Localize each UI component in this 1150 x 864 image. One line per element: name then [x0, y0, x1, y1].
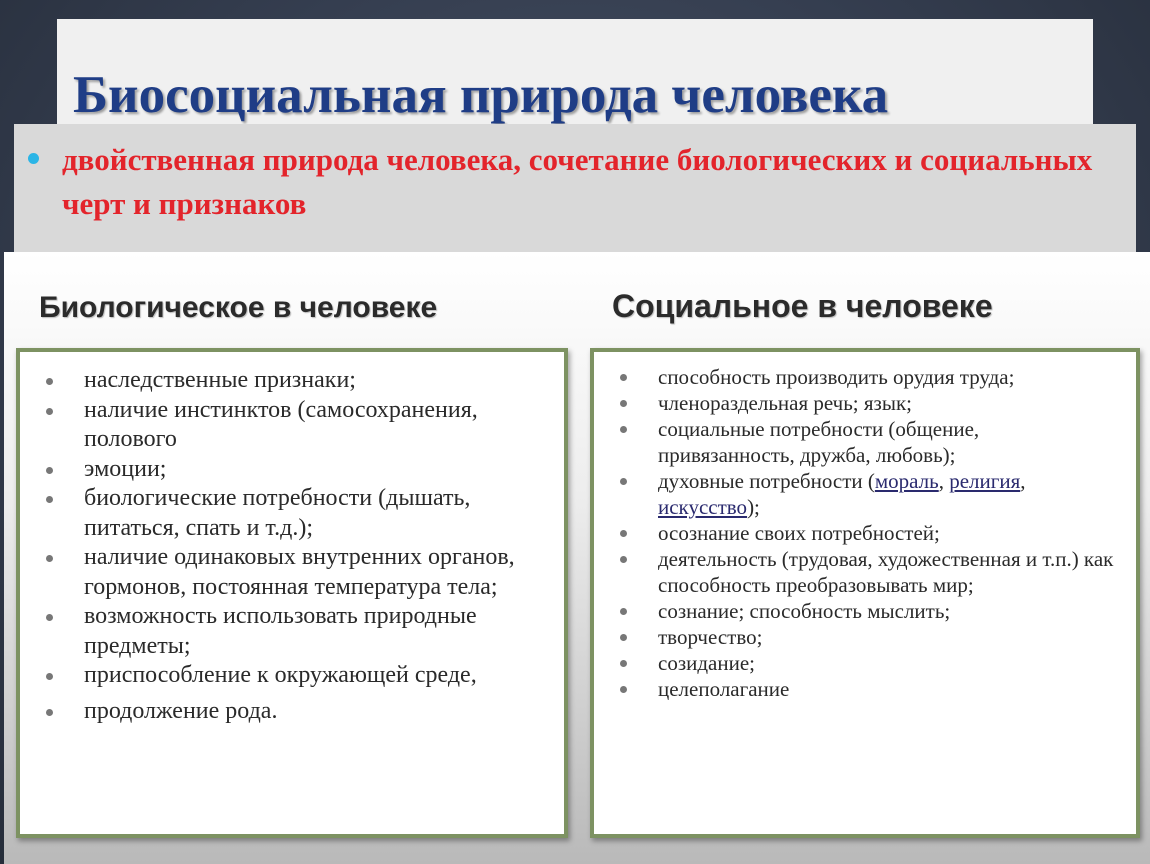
- bullet-icon: [620, 400, 627, 407]
- definition-text: двойственная природа человека, сочетание биологических и социальных черт и признаков: [62, 142, 1093, 221]
- spiritual-sep: ,: [1020, 469, 1026, 493]
- list-item: [44, 484, 544, 543]
- social-list: [618, 364, 1118, 702]
- bullet-icon: [46, 408, 53, 415]
- biological-panel: [16, 348, 568, 838]
- bullet-icon: [620, 634, 627, 641]
- spiritual-sep: ,: [938, 469, 950, 493]
- biological-heading: Биологическое в человеке: [39, 291, 438, 324]
- list-item: [44, 455, 544, 485]
- bullet-icon: [620, 530, 627, 537]
- comparison-table: [4, 252, 1150, 864]
- slide-title: Биосоциальная природа человека: [73, 66, 889, 124]
- bullet-icon: [620, 478, 627, 485]
- list-item: [618, 468, 1118, 520]
- list-item-text: наличие инстинктов (самосохранения, полового: [84, 396, 478, 452]
- list-item: [44, 602, 544, 661]
- bullet-icon: [46, 467, 53, 474]
- bullet-icon: [46, 496, 53, 503]
- list-item-text: осознание своих потребностей;: [658, 521, 940, 545]
- title-box: [57, 19, 1093, 132]
- list-item-text: биологические потребности (дышать, питаться, спать и т.д.);: [84, 485, 471, 541]
- social-panel: [590, 348, 1140, 838]
- bullet-icon: [46, 673, 53, 680]
- definition-bullet-icon: [28, 153, 39, 164]
- bullet-icon: [620, 660, 627, 667]
- bullet-icon: [620, 374, 627, 381]
- bullet-icon: [46, 555, 53, 562]
- list-item-text: созидание;: [658, 651, 755, 675]
- list-item-text: творчество;: [658, 625, 763, 649]
- bullet-icon: [620, 686, 627, 693]
- bullet-icon: [46, 378, 53, 385]
- biological-list: [44, 366, 544, 726]
- list-item: [618, 390, 1118, 416]
- list-item-text: приспособление к окружающей среде,: [84, 662, 477, 688]
- list-item-text: целеполагание: [658, 677, 790, 701]
- list-item-text: наследственные признаки;: [84, 367, 356, 393]
- list-item: [618, 676, 1118, 702]
- spiritual-suffix: );: [747, 495, 760, 519]
- list-item: [618, 416, 1118, 468]
- list-item-text: членораздельная речь; язык;: [658, 391, 912, 415]
- list-item: [44, 661, 544, 691]
- list-item-text: наличие одинаковых внутренних органов, гормонов, постоянная температура тела;: [84, 544, 515, 600]
- list-item: [44, 366, 544, 396]
- list-item: [618, 598, 1118, 624]
- list-item: [618, 546, 1118, 598]
- list-item-text: деятельность (трудовая, художественная и т.п.) как способность преобразовывать мир;: [658, 547, 1114, 597]
- list-item-text: эмоции;: [84, 455, 167, 482]
- list-item-text: способность производить орудия труда;: [658, 365, 1015, 389]
- spiritual-prefix: духовные потребности (: [658, 469, 875, 493]
- list-item: [44, 396, 544, 455]
- list-item: [44, 543, 544, 602]
- morality-link[interactable]: мораль: [874, 469, 939, 493]
- bullet-icon: [620, 426, 627, 433]
- list-item: [618, 624, 1118, 650]
- list-item: [618, 650, 1118, 676]
- list-item-text: продолжение рода.: [84, 697, 278, 724]
- bullet-icon: [620, 556, 627, 563]
- list-item-text: возможность использовать природные предметы;: [84, 603, 477, 659]
- list-item: [44, 697, 544, 727]
- list-item: [618, 364, 1118, 390]
- list-item-text: социальные потребности (общение, привязанность, дружба, любовь);: [658, 417, 980, 467]
- list-item-text: сознание; способность мыслить;: [658, 599, 951, 623]
- art-link[interactable]: искусство: [658, 495, 748, 519]
- bullet-icon: [46, 614, 53, 621]
- social-heading: Социальное в человеке: [612, 288, 993, 324]
- bullet-icon: [46, 709, 53, 716]
- bullet-icon: [620, 608, 627, 615]
- religion-link[interactable]: религия: [949, 469, 1021, 493]
- list-item: [618, 520, 1118, 546]
